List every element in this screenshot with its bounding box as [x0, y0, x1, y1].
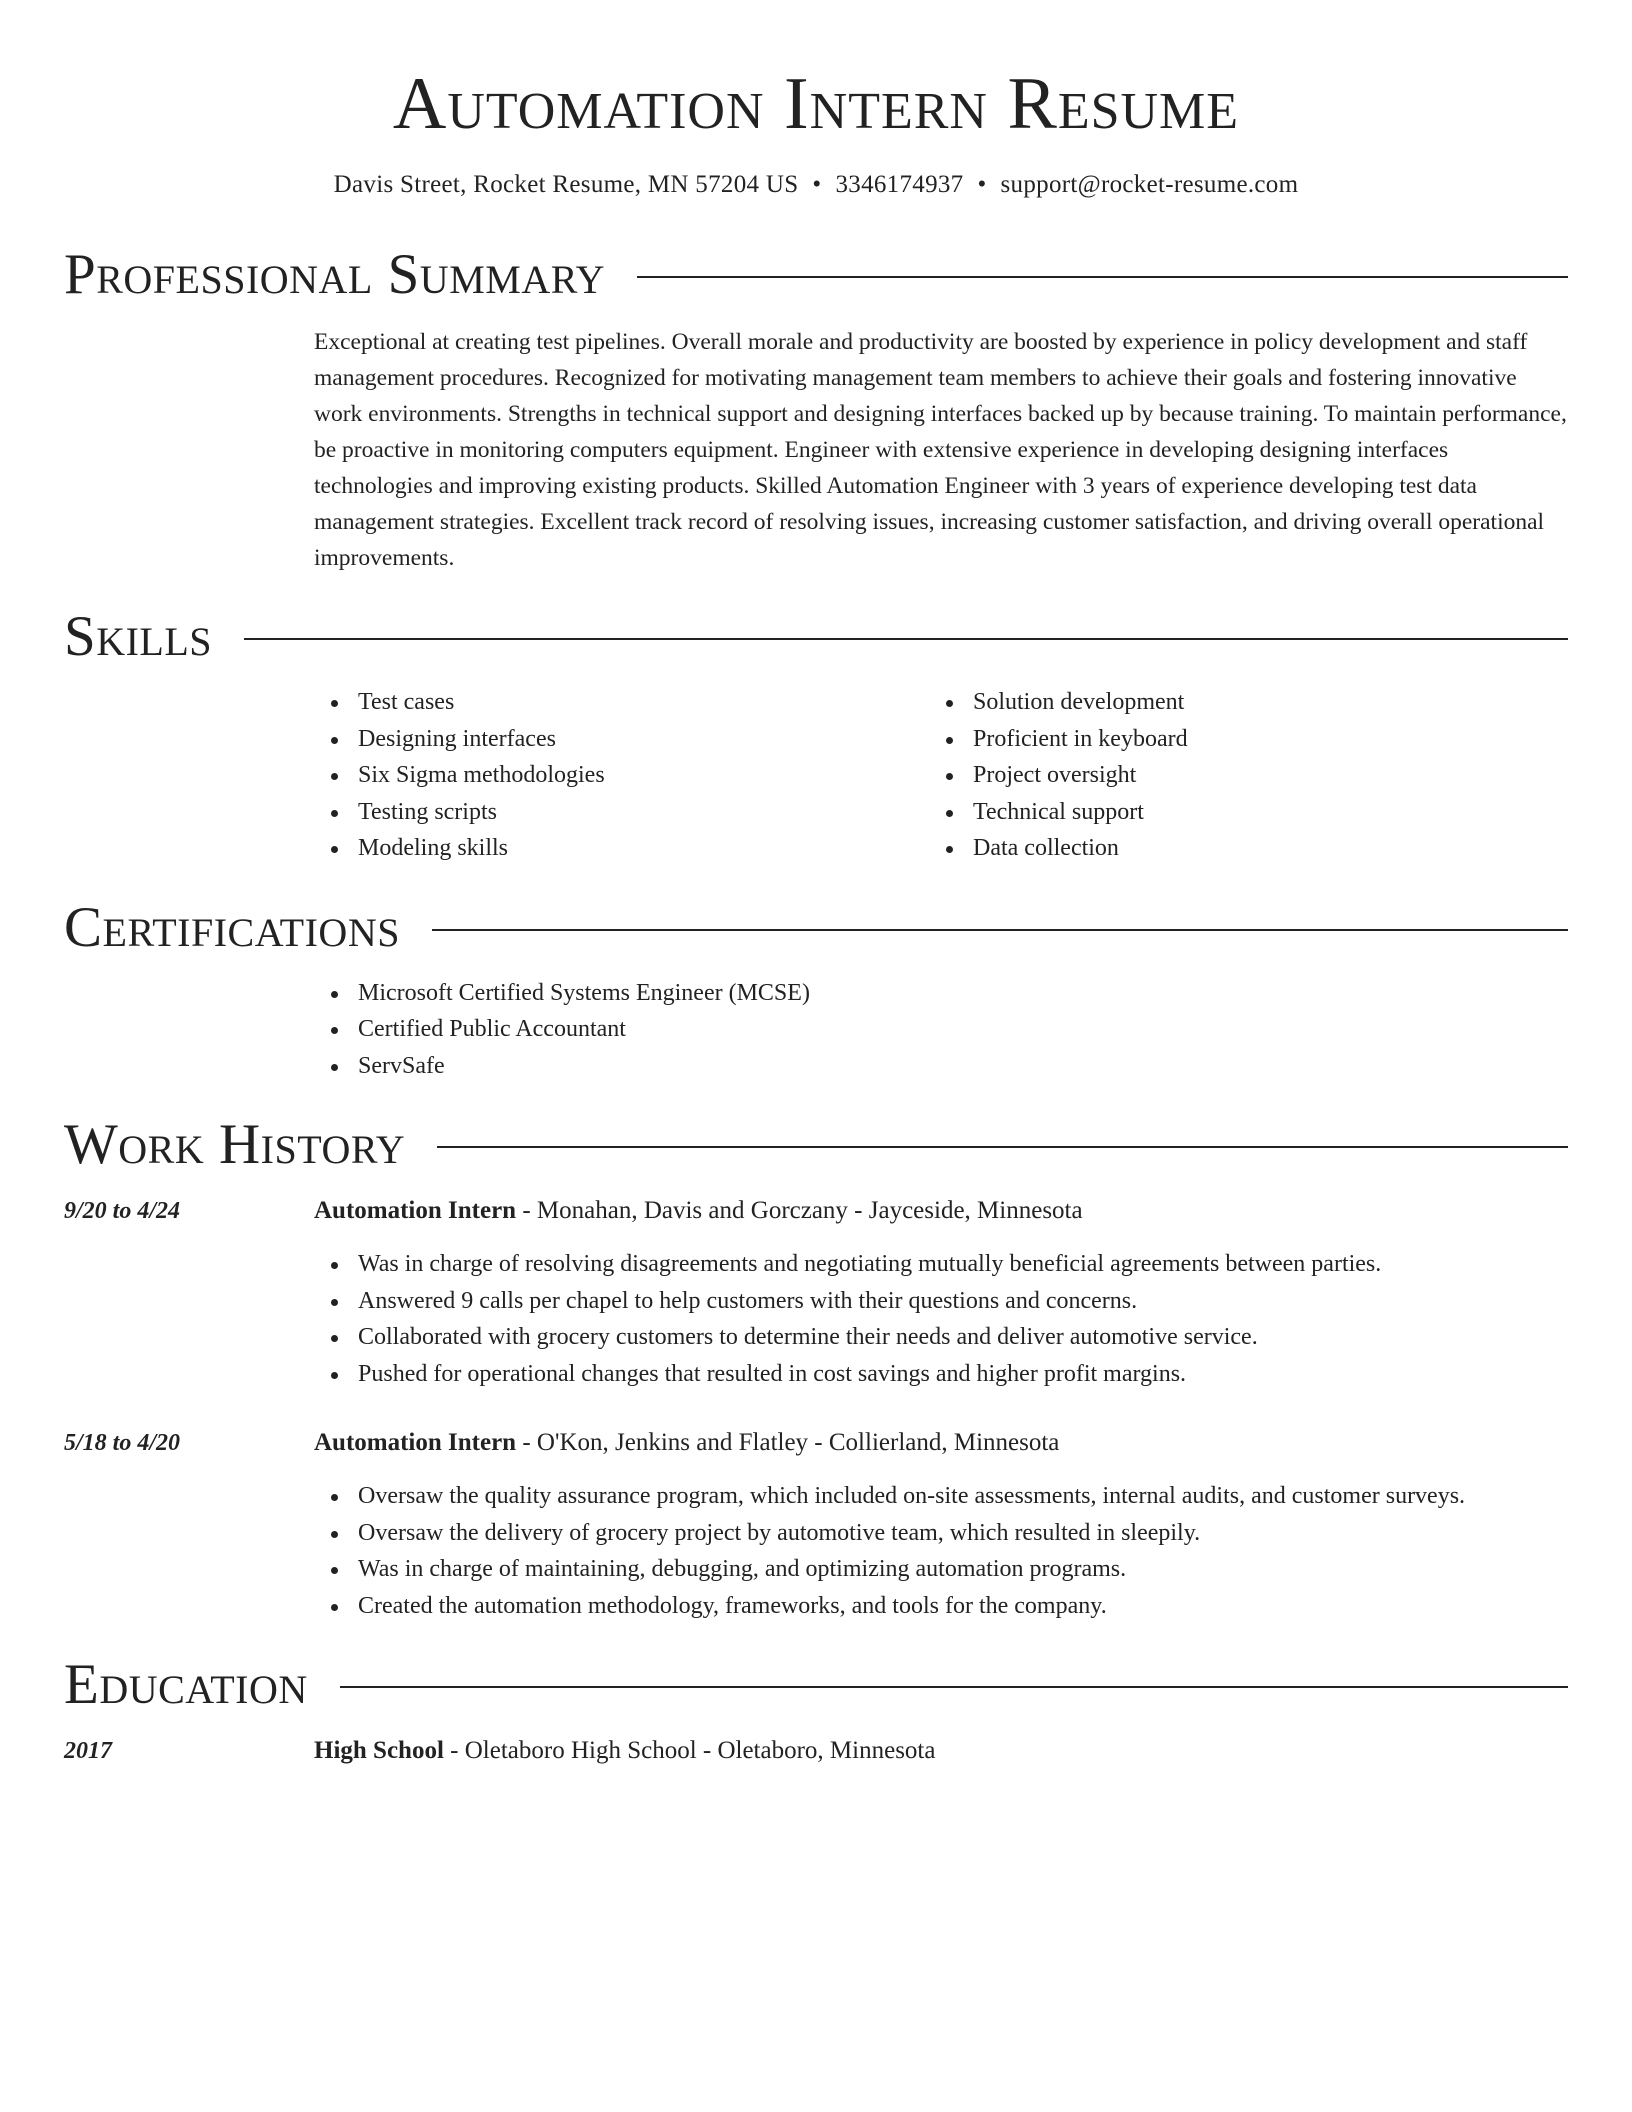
contact-email: support@rocket-resume.com [1000, 171, 1299, 198]
job-bullet: Collaborated with grocery customers to determine their needs and deliver automotive service. [358, 1319, 1568, 1356]
certification-item: ServSafe [358, 1048, 1568, 1085]
education-body [314, 1734, 1568, 1768]
skills-list-right [929, 684, 1544, 867]
section-title-skills: Skills [64, 605, 213, 668]
education-degree: High School [314, 1737, 444, 1764]
separator-dot: • [812, 171, 822, 198]
job-bullets [314, 1478, 1568, 1624]
contact-address: Davis Street, Rocket Resume, MN 57204 US [333, 171, 799, 198]
skill-item: Six Sigma methodologies [358, 757, 929, 794]
job-title: Automation Intern [314, 1429, 517, 1456]
job-entry [64, 1426, 1568, 1624]
certifications-block [314, 975, 1568, 1085]
job-title: Automation Intern [314, 1197, 517, 1224]
job-body [314, 1426, 1568, 1624]
education-year: 2017 [64, 1738, 112, 1764]
skill-item: Test cases [358, 684, 929, 721]
separator-dot: • [977, 171, 987, 198]
skill-item: Technical support [973, 794, 1544, 831]
skill-item: Data collection [973, 830, 1544, 867]
job-body [314, 1194, 1568, 1392]
section-header-skills [64, 606, 1568, 668]
job-dates: 5/18 to 4/20 [64, 1430, 181, 1456]
skills-list-left [314, 684, 929, 867]
certifications-list [314, 975, 1568, 1085]
job-bullet: Pushed for operational changes that resulted in cost savings and higher profit margins. [358, 1356, 1568, 1393]
skill-item: Project oversight [973, 757, 1544, 794]
job-bullet: Was in charge of maintaining, debugging, and optimizing automation programs. [358, 1551, 1568, 1588]
job-bullet: Oversaw the quality assurance program, which included on-site assessments, internal audits, and customer surveys. [358, 1478, 1568, 1515]
skill-item: Designing interfaces [358, 721, 929, 758]
skills-grid [314, 684, 1568, 867]
education-entry [64, 1734, 1568, 1768]
job-bullet: Was in charge of resolving disagreements and negotiating mutually beneficial agreements between parties. [358, 1246, 1568, 1283]
job-bullet: Oversaw the delivery of grocery project by automotive team, which resulted in sleepily. [358, 1515, 1568, 1552]
section-divider [437, 1146, 1568, 1148]
skill-item: Modeling skills [358, 830, 929, 867]
section-header-education [64, 1654, 1568, 1716]
job-dates: 9/20 to 4/24 [64, 1198, 181, 1224]
section-header-summary [64, 244, 1568, 306]
job-title-line [314, 1194, 1568, 1228]
skills-column-left [314, 684, 929, 867]
education-school: - Oletaboro High School - Oletaboro, Minnesota [443, 1737, 936, 1764]
job-bullet: Answered 9 calls per chapel to help customers with their questions and concerns. [358, 1283, 1568, 1320]
section-title-education: Education [64, 1653, 308, 1716]
job-bullets [314, 1246, 1568, 1392]
contact-line [64, 168, 1568, 202]
section-divider [637, 276, 1568, 278]
job-employer: - O'Kon, Jenkins and Flatley - Collierland, Minnesota [516, 1429, 1060, 1456]
job-title-line [314, 1426, 1568, 1460]
resume-title: Automation Intern Resume [392, 63, 1240, 145]
section-title-summary: Professional Summary [64, 243, 606, 306]
summary-text: Exceptional at creating test pipelines. Overall morale and productivity are boosted by experience in policy development and staff management procedures. Recognized for motivating management team members to achieve their goals and fostering innovative work environments. Strengths in technical support and designing interfaces backed up by because training. To maintain performance, be proactive in monitoring computers equipment. Engineer with extensive experience in developing designing interfaces technologies and improving existing products. Skilled Automation Engineer with 3 years of experience developing test data management strategies. Excellent track record of resolving issues, increasing customer satisfaction, and driving overall operational improvements. [314, 329, 1567, 571]
skill-item: Proficient in keyboard [973, 721, 1544, 758]
section-title-work-history: Work History [64, 1113, 406, 1176]
skills-column-right [929, 684, 1544, 867]
section-divider [432, 929, 1568, 931]
job-employer: - Monahan, Davis and Gorczany - Jayceside, Minnesota [516, 1197, 1083, 1224]
section-header-work-history [64, 1114, 1568, 1176]
section-title-certifications: Certifications [64, 895, 400, 959]
certification-item: Certified Public Accountant [358, 1011, 1568, 1048]
contact-phone: 3346174937 [835, 171, 964, 198]
education-title-line [314, 1734, 1568, 1768]
job-bullet: Created the automation methodology, frameworks, and tools for the company. [358, 1588, 1568, 1625]
section-divider [340, 1686, 1568, 1688]
section-header-certifications [64, 897, 1568, 959]
skill-item: Testing scripts [358, 794, 929, 831]
job-entry [64, 1194, 1568, 1392]
skill-item: Solution development [973, 684, 1544, 721]
section-divider [244, 638, 1568, 640]
certification-item: Microsoft Certified Systems Engineer (MCSE) [358, 975, 1568, 1012]
